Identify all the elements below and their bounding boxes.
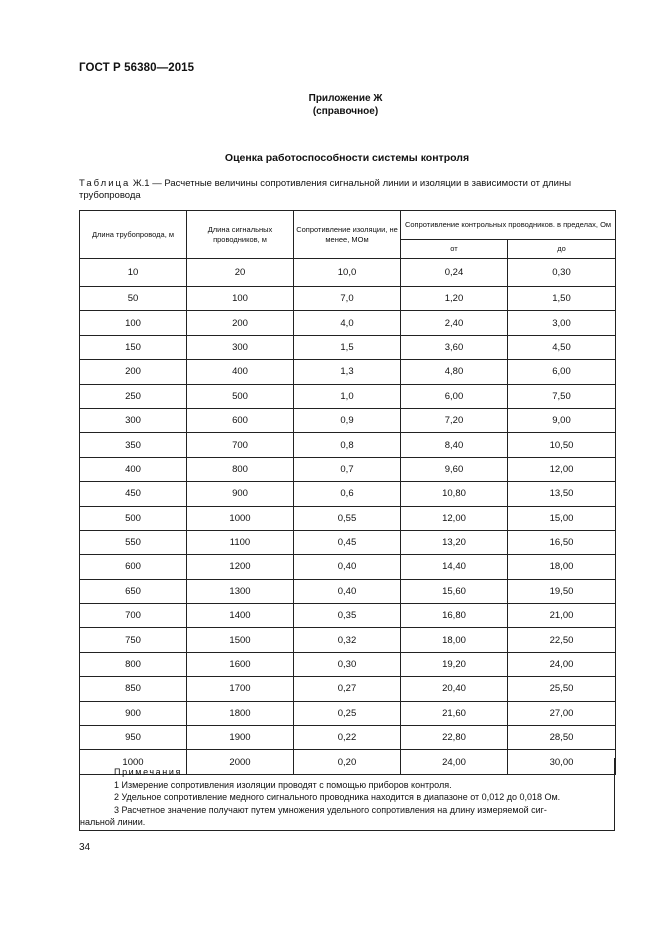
note-item: 2 Удельное сопротивление медного сигнального проводника находится в диапазоне от 0,012 до 0,018 Ом. bbox=[114, 792, 561, 802]
table-cell: 1,5 bbox=[294, 335, 401, 359]
table-cell: 22,50 bbox=[508, 628, 616, 652]
table-cell: 1600 bbox=[187, 652, 294, 676]
table-row bbox=[80, 579, 616, 603]
note-item: 3 Расчетное значение получают путем умножения удельного сопротивления на длину измеряемой сиг- bbox=[114, 804, 547, 815]
table-cell: 750 bbox=[80, 628, 187, 652]
table-cell: 12,00 bbox=[401, 506, 508, 530]
table-cell: 400 bbox=[187, 360, 294, 384]
table-cell: 1,50 bbox=[508, 287, 616, 311]
table-cell: 1100 bbox=[187, 530, 294, 554]
table-cell: 8,40 bbox=[401, 433, 508, 457]
table-row bbox=[80, 701, 616, 725]
table-cell: 0,32 bbox=[294, 628, 401, 652]
table-cell: 1,0 bbox=[294, 384, 401, 408]
table-cell: 22,80 bbox=[401, 726, 508, 750]
table-row bbox=[80, 335, 616, 359]
table-cell: 18,00 bbox=[401, 628, 508, 652]
table-notes bbox=[79, 758, 615, 831]
table-cell: 200 bbox=[80, 360, 187, 384]
table-cell: 19,50 bbox=[508, 579, 616, 603]
table-cell: 0,25 bbox=[294, 701, 401, 725]
table-cell: 150 bbox=[80, 335, 187, 359]
notes-heading: Примечания bbox=[114, 767, 182, 777]
table-cell: 1400 bbox=[187, 604, 294, 628]
table-cell: 0,40 bbox=[294, 555, 401, 579]
table-cell: 900 bbox=[80, 701, 187, 725]
table-cell: 100 bbox=[187, 287, 294, 311]
table-cell: 19,20 bbox=[401, 652, 508, 676]
table-cell: 700 bbox=[80, 604, 187, 628]
table-cell: 0,55 bbox=[294, 506, 401, 530]
table-row bbox=[80, 530, 616, 554]
table-cell: 0,35 bbox=[294, 604, 401, 628]
table-row bbox=[80, 555, 616, 579]
table-row bbox=[80, 628, 616, 652]
table-row bbox=[80, 726, 616, 750]
table-cell: 250 bbox=[80, 384, 187, 408]
table-cell: 28,50 bbox=[508, 726, 616, 750]
table-cell: 500 bbox=[80, 506, 187, 530]
table-caption-text: Ж.1 — Расчетные величины сопротивления сигнальной линии и изоляции в зависимости от длины трубопровода bbox=[79, 178, 572, 201]
table-cell: 350 bbox=[80, 433, 187, 457]
table-cell: 0,40 bbox=[294, 579, 401, 603]
table-cell: 100 bbox=[80, 311, 187, 335]
table-cell: 10,50 bbox=[508, 433, 616, 457]
table-cell: 300 bbox=[187, 335, 294, 359]
table-cell: 800 bbox=[187, 457, 294, 481]
table-cell: 0,30 bbox=[294, 652, 401, 676]
table-cell: 800 bbox=[80, 652, 187, 676]
table-cell: 20,40 bbox=[401, 677, 508, 701]
table-row bbox=[80, 259, 616, 287]
table-cell: 200 bbox=[187, 311, 294, 335]
note-continuation: нальной линии. bbox=[80, 817, 146, 827]
section-title-text: Оценка работоспособности системы контроля bbox=[224, 152, 470, 164]
table-cell: 1200 bbox=[187, 555, 294, 579]
table-cell: 1700 bbox=[187, 677, 294, 701]
table-row bbox=[80, 408, 616, 432]
section-title bbox=[0, 152, 661, 164]
col-header-wire-length: Длина сигнальных проводников, м bbox=[187, 211, 294, 259]
table-cell: 24,00 bbox=[508, 652, 616, 676]
table-cell: 700 bbox=[187, 433, 294, 457]
table-row bbox=[80, 360, 616, 384]
table-cell: 0,20 bbox=[294, 750, 401, 774]
table-cell: 0,27 bbox=[294, 677, 401, 701]
table-cell: 21,60 bbox=[401, 701, 508, 725]
table-row bbox=[80, 677, 616, 701]
note-item: 1 Измерение сопротивления изоляции проводят с помощью приборов контроля. bbox=[114, 779, 452, 790]
table-cell: 600 bbox=[80, 555, 187, 579]
table-cell: 3,00 bbox=[508, 311, 616, 335]
table-cell: 25,50 bbox=[508, 677, 616, 701]
table-cell: 20 bbox=[187, 259, 294, 287]
table-cell: 3,60 bbox=[401, 335, 508, 359]
table-cell: 10,80 bbox=[401, 482, 508, 506]
table-cell: 50 bbox=[80, 287, 187, 311]
table-cell: 9,00 bbox=[508, 408, 616, 432]
table-cell: 0,30 bbox=[508, 259, 616, 287]
table-cell: 850 bbox=[80, 677, 187, 701]
table-cell: 0,45 bbox=[294, 530, 401, 554]
table-cell: 6,00 bbox=[401, 384, 508, 408]
table-cell: 7,0 bbox=[294, 287, 401, 311]
table-cell: 15,00 bbox=[508, 506, 616, 530]
appendix-heading bbox=[0, 92, 661, 118]
appendix-title: Приложение Ж bbox=[308, 93, 383, 104]
table-cell: 550 bbox=[80, 530, 187, 554]
document-code: ГОСТ Р 56380—2015 bbox=[79, 62, 195, 74]
table-cell: 0,7 bbox=[294, 457, 401, 481]
table-row bbox=[80, 482, 616, 506]
table-cell: 900 bbox=[187, 482, 294, 506]
table-cell: 400 bbox=[80, 457, 187, 481]
table-cell: 13,50 bbox=[508, 482, 616, 506]
table-cell: 450 bbox=[80, 482, 187, 506]
col-header-to: до bbox=[508, 240, 616, 259]
table-cell: 7,20 bbox=[401, 408, 508, 432]
table-cell: 1,3 bbox=[294, 360, 401, 384]
col-header-insulation: Сопротивление изоляции, не менее, МОм bbox=[294, 211, 401, 259]
table-cell: 1900 bbox=[187, 726, 294, 750]
col-header-control-resistance: Сопротивление контрольных проводников. в пределах, Ом bbox=[401, 211, 616, 240]
table-cell: 27,00 bbox=[508, 701, 616, 725]
table-cell: 6,00 bbox=[508, 360, 616, 384]
table-row bbox=[80, 506, 616, 530]
table-cell: 0,22 bbox=[294, 726, 401, 750]
page-number: 34 bbox=[79, 842, 91, 853]
table-row bbox=[80, 287, 616, 311]
table-cell: 1000 bbox=[80, 750, 187, 774]
table-cell: 4,0 bbox=[294, 311, 401, 335]
table-row bbox=[80, 652, 616, 676]
table-cell: 1300 bbox=[187, 579, 294, 603]
table-row bbox=[80, 384, 616, 408]
table-cell: 1000 bbox=[187, 506, 294, 530]
table-caption-label: Таблица bbox=[79, 178, 131, 189]
table-cell: 16,80 bbox=[401, 604, 508, 628]
table-caption bbox=[79, 178, 615, 202]
table-row bbox=[80, 604, 616, 628]
table-cell: 2000 bbox=[187, 750, 294, 774]
table-cell: 15,60 bbox=[401, 579, 508, 603]
resistance-table bbox=[79, 210, 616, 775]
table-cell: 500 bbox=[187, 384, 294, 408]
table-cell: 0,24 bbox=[401, 259, 508, 287]
table-cell: 10,0 bbox=[294, 259, 401, 287]
table-cell: 2,40 bbox=[401, 311, 508, 335]
table-cell: 13,20 bbox=[401, 530, 508, 554]
table-cell: 1500 bbox=[187, 628, 294, 652]
col-header-from: от bbox=[401, 240, 508, 259]
table-cell: 300 bbox=[80, 408, 187, 432]
table-cell: 600 bbox=[187, 408, 294, 432]
table-cell: 21,00 bbox=[508, 604, 616, 628]
table-cell: 16,50 bbox=[508, 530, 616, 554]
table-cell: 650 bbox=[80, 579, 187, 603]
table-cell: 0,9 bbox=[294, 408, 401, 432]
table-cell: 14,40 bbox=[401, 555, 508, 579]
table-cell: 7,50 bbox=[508, 384, 616, 408]
table-row bbox=[80, 457, 616, 481]
table-cell: 1,20 bbox=[401, 287, 508, 311]
table-cell: 18,00 bbox=[508, 555, 616, 579]
table-cell: 0,6 bbox=[294, 482, 401, 506]
table-cell: 4,80 bbox=[401, 360, 508, 384]
table-cell: 4,50 bbox=[508, 335, 616, 359]
table-cell: 24,00 bbox=[401, 750, 508, 774]
table-cell: 30,00 bbox=[508, 750, 616, 774]
table-cell: 950 bbox=[80, 726, 187, 750]
col-header-pipe-length: Длина трубопровода, м bbox=[80, 211, 187, 259]
table-cell: 1800 bbox=[187, 701, 294, 725]
table-row bbox=[80, 433, 616, 457]
table-cell: 10 bbox=[80, 259, 187, 287]
table-cell: 12,00 bbox=[508, 457, 616, 481]
table-body bbox=[80, 259, 616, 775]
appendix-subtitle: (справочное) bbox=[312, 106, 379, 117]
table-cell: 0,8 bbox=[294, 433, 401, 457]
table-row bbox=[80, 311, 616, 335]
table-cell: 9,60 bbox=[401, 457, 508, 481]
